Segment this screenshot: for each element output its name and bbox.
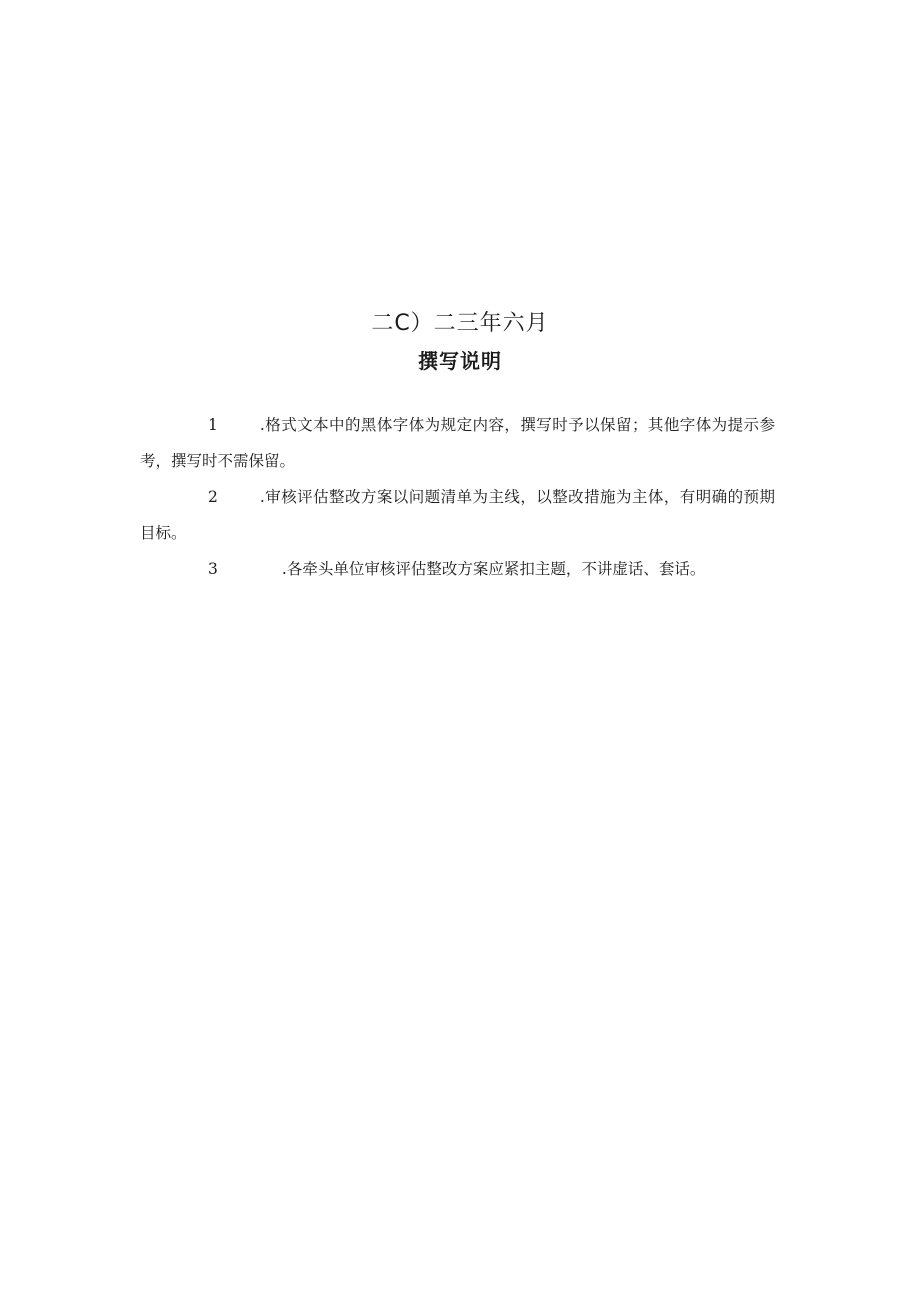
item-separator: . <box>281 560 287 578</box>
date-line: 二C）二三年六月 <box>371 311 549 336</box>
list-item <box>140 479 775 551</box>
item-separator: . <box>259 416 265 434</box>
item-text: 审核评估整改方案以问题清单为主线，以整改措施为主体，有明确的预期目标。 <box>140 488 775 542</box>
item-separator: . <box>259 488 265 506</box>
notes-list <box>140 407 775 587</box>
list-item <box>140 551 775 587</box>
item-number: 3 <box>208 560 218 578</box>
item-number: 1 <box>208 416 218 434</box>
item-text: 各牵头单位审核评估整改方案应紧扣主题，不讲虚话、套话。 <box>286 560 706 578</box>
item-number: 2 <box>208 488 218 506</box>
list-item <box>140 407 775 479</box>
heading: 撰写说明 <box>418 349 502 373</box>
item-text: 格式文本中的黑体字体为规定内容，撰写时予以保留；其他字体为提示参考，撰写时不需保留。 <box>140 416 775 470</box>
